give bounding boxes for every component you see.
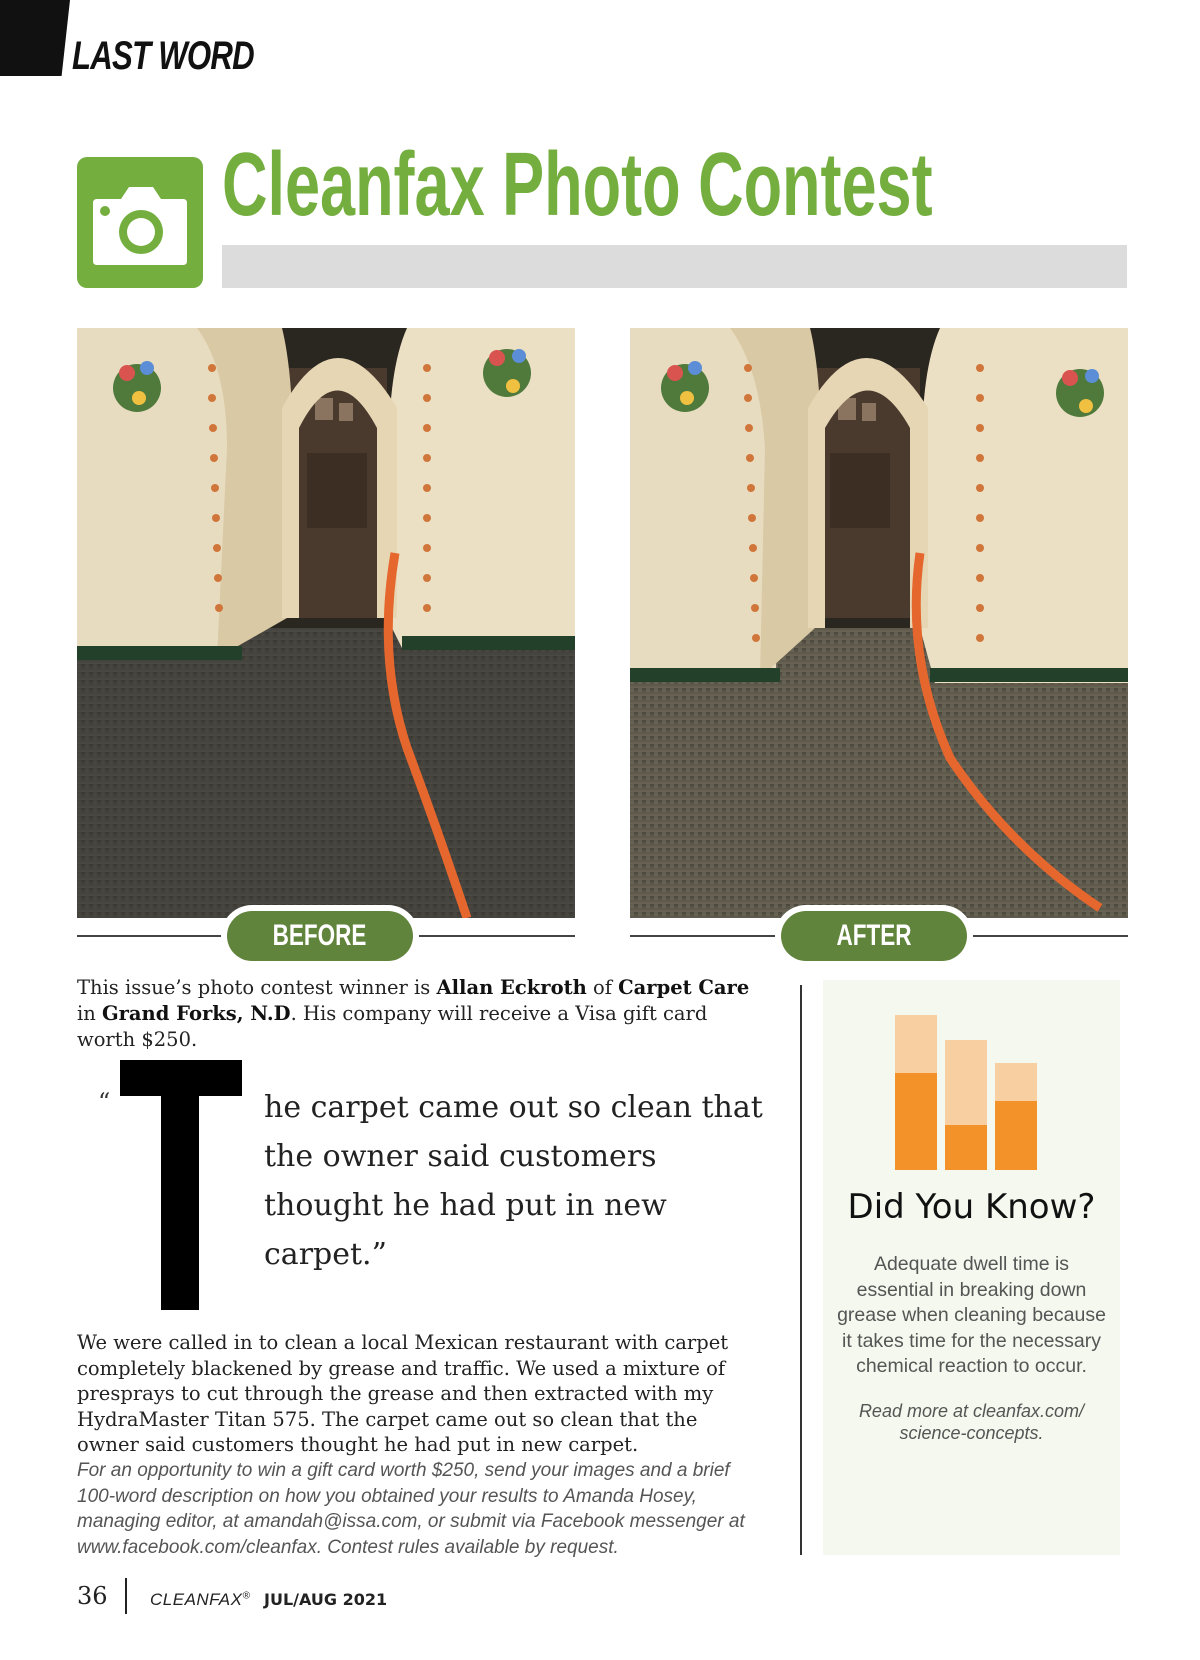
open-quote-mark: “ bbox=[98, 1088, 111, 1116]
page-number: 36 bbox=[77, 1582, 108, 1610]
section-label: LAST WORD bbox=[72, 34, 254, 78]
bar-chart-icon bbox=[895, 1015, 1045, 1170]
story-text: We were called in to clean a local Mexican restaurant with carpet completely blackened by grease and traffic. We used a mixture of presprays to cut through the grease and then extracted with my HydraMaster Titan 575. The carpet came out so clean that the owner said customers thought he had put in new carpet. bbox=[77, 1331, 729, 1456]
before-photo bbox=[77, 328, 575, 918]
column-divider bbox=[800, 985, 802, 1555]
drop-cap bbox=[120, 1060, 242, 1310]
sidebar-title: Did You Know? bbox=[847, 1187, 1096, 1227]
after-photo bbox=[630, 328, 1128, 918]
before-label-pill bbox=[221, 905, 419, 967]
winner-location: Grand Forks, N.D bbox=[102, 1002, 291, 1025]
did-you-know-sidebar bbox=[823, 980, 1120, 1555]
camera-icon bbox=[77, 157, 203, 288]
page-title: Cleanfax Photo Contest bbox=[222, 135, 933, 235]
issue-date: JUL/AUG 2021 bbox=[264, 1590, 388, 1609]
contest-note: For an opportunity to win a gift card worth $250, send your images and a brief 100-word description on how you obtained your results to Amanda Hosey, managing editor, at amandah@issa.com, or submit via Facebook messenger at www.facebook.com/cleanfax. Contest rules available by request. bbox=[77, 1460, 745, 1558]
before-label: BEFORE bbox=[273, 919, 367, 952]
winner-intro: This issue’s photo contest winner is Allan Eckroth of Carpet Care in Grand Forks, N.D. His company will receive a Visa gift card worth $250. bbox=[77, 976, 750, 1051]
section-tab bbox=[0, 0, 70, 76]
sidebar-read-more: Read more at cleanfax.com/ science-concepts. bbox=[858, 1401, 1085, 1443]
winner-company: Carpet Care bbox=[618, 976, 750, 999]
after-label-pill bbox=[775, 905, 973, 967]
footer-divider bbox=[125, 1578, 127, 1614]
after-label: AFTER bbox=[836, 919, 912, 952]
winner-name: Allan Eckroth bbox=[436, 976, 587, 999]
title-underbar bbox=[222, 245, 1127, 288]
publication-name: CLEANFAX® bbox=[150, 1590, 251, 1609]
pull-quote: he carpet came out so clean that the owner said customers thought he had put in new carpet.” bbox=[264, 1090, 763, 1272]
sidebar-text: Adequate dwell time is essential in breaking down grease when cleaning because it takes time for the necessary chemical reaction to occur. bbox=[837, 1253, 1106, 1377]
